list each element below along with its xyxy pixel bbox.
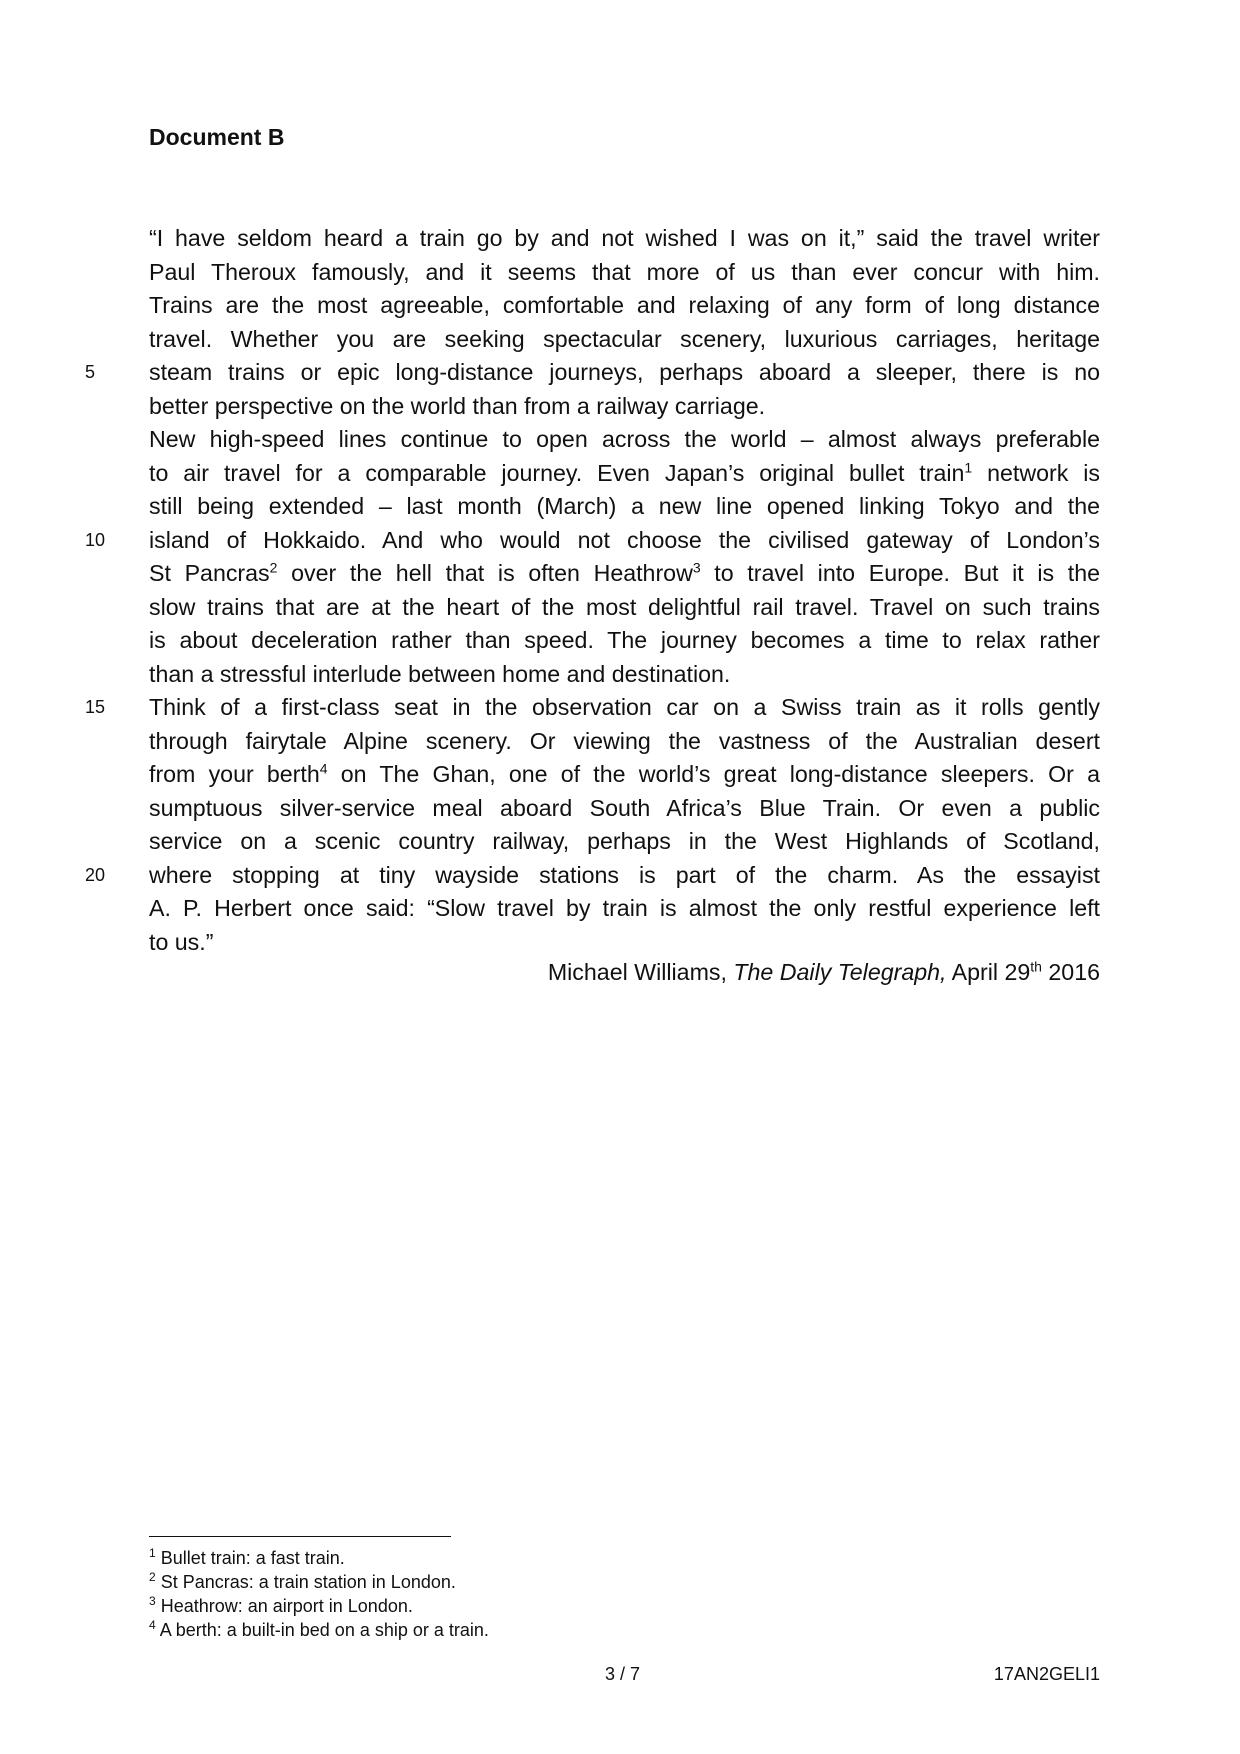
text-line: [149, 557, 1100, 591]
document-code: 17AN2GELI1: [993, 1664, 1100, 1684]
line-number: 15: [85, 697, 106, 717]
footnote-text: Bullet train: a fast train.: [155, 1548, 345, 1568]
text-line: [149, 658, 1100, 692]
text-line: [85, 524, 1100, 558]
text-line: [149, 758, 1100, 792]
footnote-marker: 4: [149, 1618, 156, 1632]
footnote-marker: 1: [149, 1546, 156, 1560]
line-text: still being extended – last month (March) a new line opened linking Tokyo and the: [149, 493, 1100, 519]
line-text: on The Ghan, one of the world’s great long-distance sleepers. Or a: [327, 761, 1101, 787]
text-line: [149, 825, 1100, 859]
attribution-publication: The Daily Telegraph,: [733, 959, 947, 985]
line-text: slow trains that are at the heart of the most delightful rail travel. Travel on such trains: [149, 593, 1100, 620]
line-text: over the hell that is often Heathrow: [277, 560, 693, 586]
line-text: sumptuous silver-service meal aboard South Africa’s Blue Train. Or even a public: [149, 794, 1100, 821]
text-line: [149, 490, 1100, 524]
footnote-marker: 3: [149, 1594, 156, 1608]
text-line: [149, 892, 1100, 926]
footnote-text: Heathrow: an airport in London.: [155, 1596, 413, 1616]
line-text: to us.”: [149, 928, 214, 955]
line-text: than a stressful interlude between home and destination.: [149, 660, 731, 687]
footnotes: [149, 1546, 489, 1642]
line-text: service on a scenic country railway, perhaps in the West Highlands of Scotland,: [149, 828, 1100, 854]
line-text: network is: [972, 459, 1100, 486]
attribution-date-suffix: th: [1030, 958, 1042, 975]
text-line: [149, 591, 1100, 625]
footnote-1: [149, 1546, 489, 1570]
text-line: [85, 859, 1100, 893]
footnote-4: [149, 1618, 489, 1642]
attribution-date: April 29: [946, 959, 1031, 985]
footnote-text: A berth: a built-in bed on a ship or a train.: [155, 1620, 489, 1640]
text-line: [149, 926, 1100, 960]
footnote-reference: 4: [319, 760, 328, 777]
attribution: [548, 956, 1100, 989]
line-text: “I have seldom heard a train go by and not wished I was on it,” said the travel writer: [149, 225, 1100, 251]
text-line: [149, 725, 1100, 759]
text-line: [149, 624, 1100, 658]
text-line: [85, 691, 1100, 725]
text-line: [149, 256, 1100, 290]
line-text: where stopping at tiny wayside stations is part of the charm. As the essayist: [149, 861, 1100, 888]
footnote-divider: [149, 1536, 451, 1537]
line-text: Trains are the most agreeable, comfortable and relaxing of any form of long distance: [149, 292, 1100, 318]
line-text: St Pancras: [149, 560, 270, 586]
text-line: [149, 423, 1100, 457]
footnote-2: [149, 1570, 489, 1594]
footnote-text: St Pancras: a train station in London.: [155, 1572, 456, 1592]
footnote-marker: 2: [149, 1570, 156, 1584]
text-line: [149, 323, 1100, 357]
line-text: steam trains or epic long-distance journeys, perhaps aboard a sleeper, there is no: [149, 359, 1100, 385]
line-text: Paul Theroux famously, and it seems that more of us than ever concur with him.: [149, 258, 1100, 285]
text-line: [149, 792, 1100, 826]
footnote-reference: 3: [692, 559, 701, 576]
line-text: to air travel for a comparable journey. Even Japan’s original bullet train: [149, 459, 965, 486]
line-number: 20: [85, 864, 106, 885]
page-number: 3 / 7: [605, 1664, 641, 1684]
line-text: island of Hokkaido. And who would not choose the civilised gateway of London’s: [149, 526, 1100, 553]
line-text: Think of a first-class seat in the observation car on a Swiss train as it rolls gently: [149, 694, 1100, 720]
line-text: better perspective on the world than from a railway carriage.: [149, 392, 766, 419]
line-text: to travel into Europe. But it is the: [700, 560, 1101, 586]
footnote-reference: 2: [269, 559, 278, 576]
footnote-reference: 1: [964, 458, 973, 475]
line-text: through fairytale Alpine scenery. Or viewing the vastness of the Australian desert: [149, 727, 1100, 754]
document-heading: Document B: [149, 124, 285, 150]
line-number: 10: [85, 529, 106, 550]
text-line: [149, 457, 1100, 491]
line-number: 5: [85, 362, 96, 382]
footnote-3: [149, 1594, 489, 1618]
line-text: is about deceleration rather than speed. The journey becomes a time to relax rather: [149, 627, 1100, 653]
text-line: [149, 289, 1100, 323]
line-text: New high-speed lines continue to open across the world – almost always preferable: [149, 426, 1100, 452]
text-line: [149, 390, 1100, 424]
text-line: [149, 222, 1100, 256]
attribution-year: 2016: [1041, 959, 1100, 985]
line-text: travel. Whether you are seeking spectacular scenery, luxurious carriages, heritage: [149, 325, 1100, 352]
attribution-author: Michael Williams,: [547, 959, 734, 985]
line-text: from your berth: [149, 761, 320, 787]
article-body: [85, 222, 1101, 959]
line-text: A. P. Herbert once said: “Slow travel by train is almost the only restful experience left: [149, 895, 1100, 921]
text-line: [85, 356, 1100, 390]
